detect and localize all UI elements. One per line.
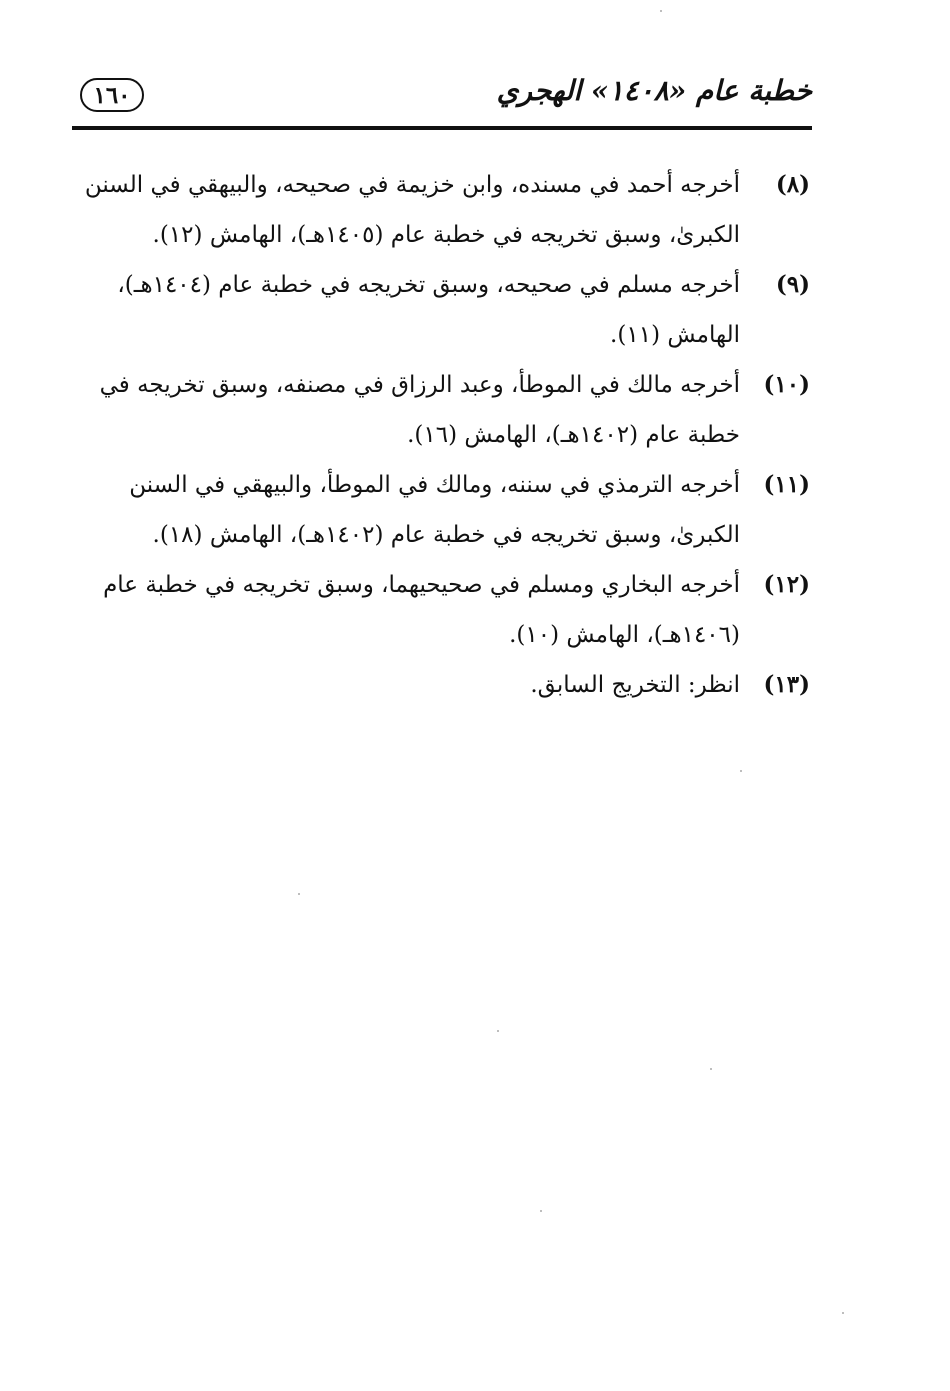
footnote-line: الهامش (١١). [610,322,740,348]
footnote-line: أخرجه البخاري ومسلم في صحيحيهما، وسبق تخريجه في خطبة عام [103,572,740,598]
footnote-text [72,560,810,660]
scan-speck [660,10,662,12]
scan-speck [710,1068,712,1070]
footnote-11 [72,460,810,560]
running-title: خطبة عام «١٤٠٨» الهجري [496,74,812,107]
footnote-number: (١١) [763,471,810,498]
footnote-10 [72,360,810,460]
scan-speck [298,893,300,895]
footnote-text [72,360,810,460]
footnote-line: الكبرىٰ، وسبق تخريجه في خطبة عام (١٤٠٢هـ)، الهامش (١٨). [152,522,740,548]
footnote-text [72,260,810,360]
scan-speck [540,1210,542,1212]
footnote-line: أخرجه أحمد في مسنده، وابن خزيمة في صحيحه، والبيهقي في السنن [84,172,740,198]
footnote-number: (١٣) [763,671,810,698]
page-number: ١٦٠ [80,78,144,112]
footnote-line: الكبرىٰ، وسبق تخريجه في خطبة عام (١٤٠٥هـ)، الهامش (١٢). [152,222,740,248]
footnote-number: (١٠) [763,371,810,398]
footnote-line: أخرجه مسلم في صحيحه، وسبق تخريجه في خطبة عام (١٤٠٤هـ)، [117,272,740,298]
footnote-number: (٩) [775,271,810,298]
footnote-8 [72,160,810,260]
footnote-line: أخرجه مالك في الموطأ، وعبد الرزاق في مصنفه، وسبق تخريجه في [99,372,740,398]
footnote-13 [72,660,810,710]
scan-speck [497,1030,499,1032]
footnote-12 [72,560,810,660]
footnotes-list [72,160,810,710]
footnote-line: أخرجه الترمذي في سننه، ومالك في الموطأ، والبيهقي في السنن [129,472,740,498]
footnote-number: (١٢) [763,571,810,598]
footnote-9 [72,260,810,360]
footnote-text [72,660,810,710]
footnote-text [72,160,810,260]
footnote-number: (٨) [775,171,810,198]
header-divider [72,126,812,130]
footnote-text [72,460,810,560]
footnote-line: خطبة عام (١٤٠٢هـ)، الهامش (١٦). [407,422,740,448]
scan-speck [740,770,742,772]
page-header [72,70,812,126]
footnote-line: انظر: التخريج السابق. [530,672,740,698]
scan-speck [842,1312,844,1314]
footnote-line: (١٤٠٦هـ)، الهامش (١٠). [509,622,740,648]
